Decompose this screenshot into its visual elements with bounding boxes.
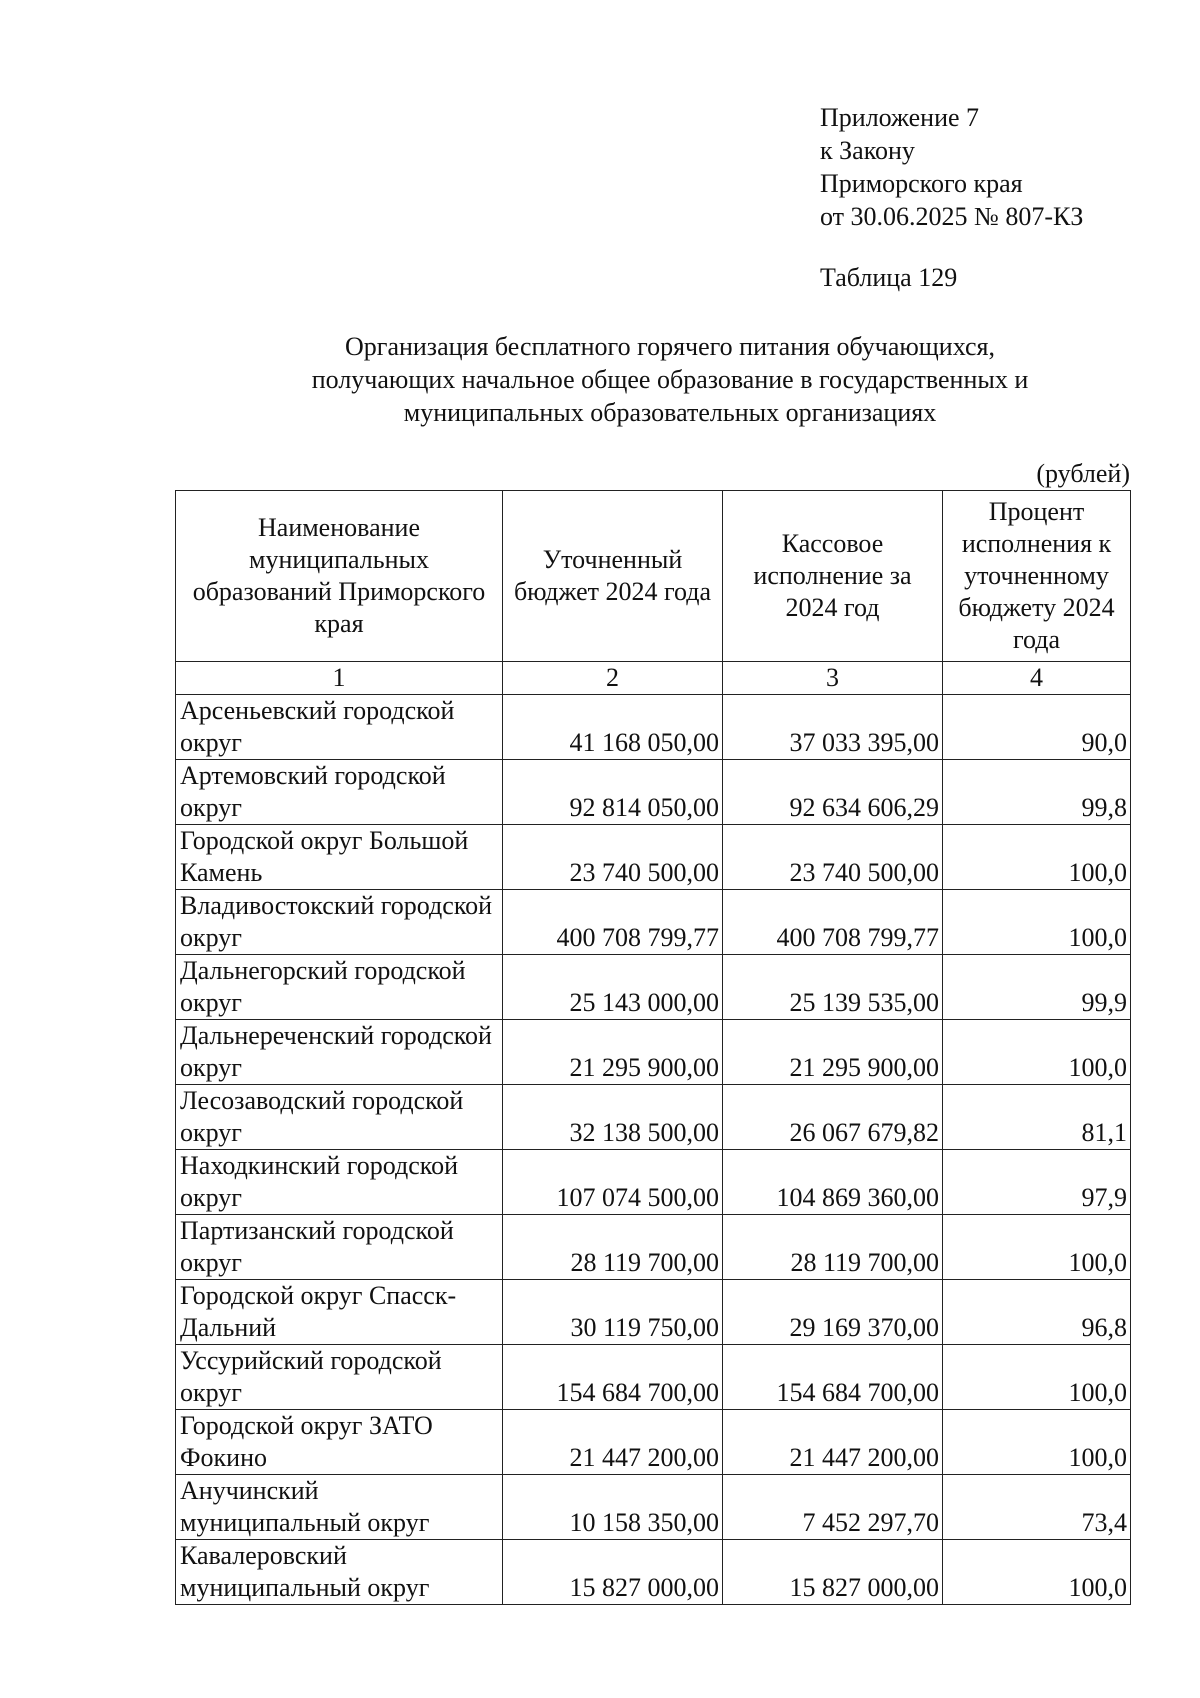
column-number: 1 xyxy=(176,662,503,695)
table-header-row xyxy=(176,491,1131,662)
budget-cell: 400 708 799,77 xyxy=(503,890,723,955)
budget-cell: 28 119 700,00 xyxy=(503,1215,723,1280)
municipality-name-cell: Дальнереченский городской округ xyxy=(176,1020,503,1085)
units-label: (рублей) xyxy=(1036,459,1130,488)
table-row xyxy=(176,695,1131,760)
table-row xyxy=(176,1280,1131,1345)
budget-table xyxy=(175,490,1131,1605)
budget-cell: 23 740 500,00 xyxy=(503,825,723,890)
execution-cell: 37 033 395,00 xyxy=(723,695,943,760)
percent-cell: 100,0 xyxy=(943,1410,1131,1475)
municipality-name-cell: Дальнегорский городской округ xyxy=(176,955,503,1020)
annex-title: Приложение 7 xyxy=(820,103,980,132)
budget-cell: 92 814 050,00 xyxy=(503,760,723,825)
table-row xyxy=(176,1540,1131,1605)
percent-cell: 90,0 xyxy=(943,695,1131,760)
percent-cell: 100,0 xyxy=(943,825,1131,890)
percent-cell: 100,0 xyxy=(943,1020,1131,1085)
table-row xyxy=(176,890,1131,955)
column-number-row xyxy=(176,662,1131,695)
annex-date-number: от 30.06.2025 № 807-КЗ xyxy=(820,202,1084,231)
execution-cell: 7 452 297,70 xyxy=(723,1475,943,1540)
execution-cell: 154 684 700,00 xyxy=(723,1345,943,1410)
municipality-name-cell: Артемовский городской округ xyxy=(176,760,503,825)
column-number: 3 xyxy=(723,662,943,695)
execution-cell: 25 139 535,00 xyxy=(723,955,943,1020)
annex-block xyxy=(820,101,1083,233)
municipality-name-cell: Городской округ ЗАТО Фокино xyxy=(176,1410,503,1475)
execution-cell: 15 827 000,00 xyxy=(723,1540,943,1605)
title-line: получающих начальное общее образование в государственных и xyxy=(311,365,1029,394)
execution-cell: 21 295 900,00 xyxy=(723,1020,943,1085)
execution-cell: 21 447 200,00 xyxy=(723,1410,943,1475)
municipality-name-cell: Уссурийский городской округ xyxy=(176,1345,503,1410)
header-percent: Процент исполнения к уточненному бюджету 2024 года xyxy=(943,491,1131,662)
budget-cell: 21 295 900,00 xyxy=(503,1020,723,1085)
execution-cell: 104 869 360,00 xyxy=(723,1150,943,1215)
budget-cell: 107 074 500,00 xyxy=(503,1150,723,1215)
municipality-name-cell: Городской округ Большой Камень xyxy=(176,825,503,890)
municipality-name-cell: Кавалеровский муниципальный округ xyxy=(176,1540,503,1605)
budget-cell: 30 119 750,00 xyxy=(503,1280,723,1345)
percent-cell: 100,0 xyxy=(943,1540,1131,1605)
title-line: муниципальных образовательных организациях xyxy=(403,398,937,427)
municipality-name-cell: Анучинский муниципальный округ xyxy=(176,1475,503,1540)
percent-cell: 81,1 xyxy=(943,1085,1131,1150)
budget-cell: 25 143 000,00 xyxy=(503,955,723,1020)
municipality-name-cell: Владивостокский городской округ xyxy=(176,890,503,955)
execution-cell: 26 067 679,82 xyxy=(723,1085,943,1150)
budget-cell: 32 138 500,00 xyxy=(503,1085,723,1150)
execution-cell: 28 119 700,00 xyxy=(723,1215,943,1280)
document-title xyxy=(170,330,1170,429)
header-execution: Кассовое исполнение за 2024 год xyxy=(723,491,943,662)
table-row xyxy=(176,1345,1131,1410)
percent-cell: 100,0 xyxy=(943,1345,1131,1410)
percent-cell: 96,8 xyxy=(943,1280,1131,1345)
percent-cell: 99,9 xyxy=(943,955,1131,1020)
title-line: Организация бесплатного горячего питания обучающихся, xyxy=(345,332,995,361)
municipality-name-cell: Партизанский городской округ xyxy=(176,1215,503,1280)
municipality-name-cell: Находкинский городской округ xyxy=(176,1150,503,1215)
table-number: Таблица 129 xyxy=(820,263,958,292)
table-row xyxy=(176,1215,1131,1280)
municipality-name-cell: Арсеньевский городской округ xyxy=(176,695,503,760)
budget-cell: 41 168 050,00 xyxy=(503,695,723,760)
budget-cell: 10 158 350,00 xyxy=(503,1475,723,1540)
annex-law: к Закону xyxy=(820,136,915,165)
percent-cell: 73,4 xyxy=(943,1475,1131,1540)
table-row xyxy=(176,1020,1131,1085)
table-row xyxy=(176,1410,1131,1475)
table-row xyxy=(176,825,1131,890)
table-row xyxy=(176,1475,1131,1540)
column-number: 2 xyxy=(503,662,723,695)
municipality-name-cell: Городской округ Спасск-Дальний xyxy=(176,1280,503,1345)
budget-cell: 21 447 200,00 xyxy=(503,1410,723,1475)
column-number: 4 xyxy=(943,662,1131,695)
budget-cell: 154 684 700,00 xyxy=(503,1345,723,1410)
execution-cell: 92 634 606,29 xyxy=(723,760,943,825)
execution-cell: 400 708 799,77 xyxy=(723,890,943,955)
header-municipality: Наименование муниципальных образований Приморского края xyxy=(176,491,503,662)
execution-cell: 29 169 370,00 xyxy=(723,1280,943,1345)
percent-cell: 99,8 xyxy=(943,760,1131,825)
table-row xyxy=(176,955,1131,1020)
annex-region: Приморского края xyxy=(820,169,1023,198)
budget-cell: 15 827 000,00 xyxy=(503,1540,723,1605)
table-row xyxy=(176,1150,1131,1215)
header-budget: Уточненный бюджет 2024 года xyxy=(503,491,723,662)
table-row xyxy=(176,760,1131,825)
percent-cell: 100,0 xyxy=(943,1215,1131,1280)
percent-cell: 100,0 xyxy=(943,890,1131,955)
percent-cell: 97,9 xyxy=(943,1150,1131,1215)
municipality-name-cell: Лесозаводский городской округ xyxy=(176,1085,503,1150)
table-row xyxy=(176,1085,1131,1150)
execution-cell: 23 740 500,00 xyxy=(723,825,943,890)
